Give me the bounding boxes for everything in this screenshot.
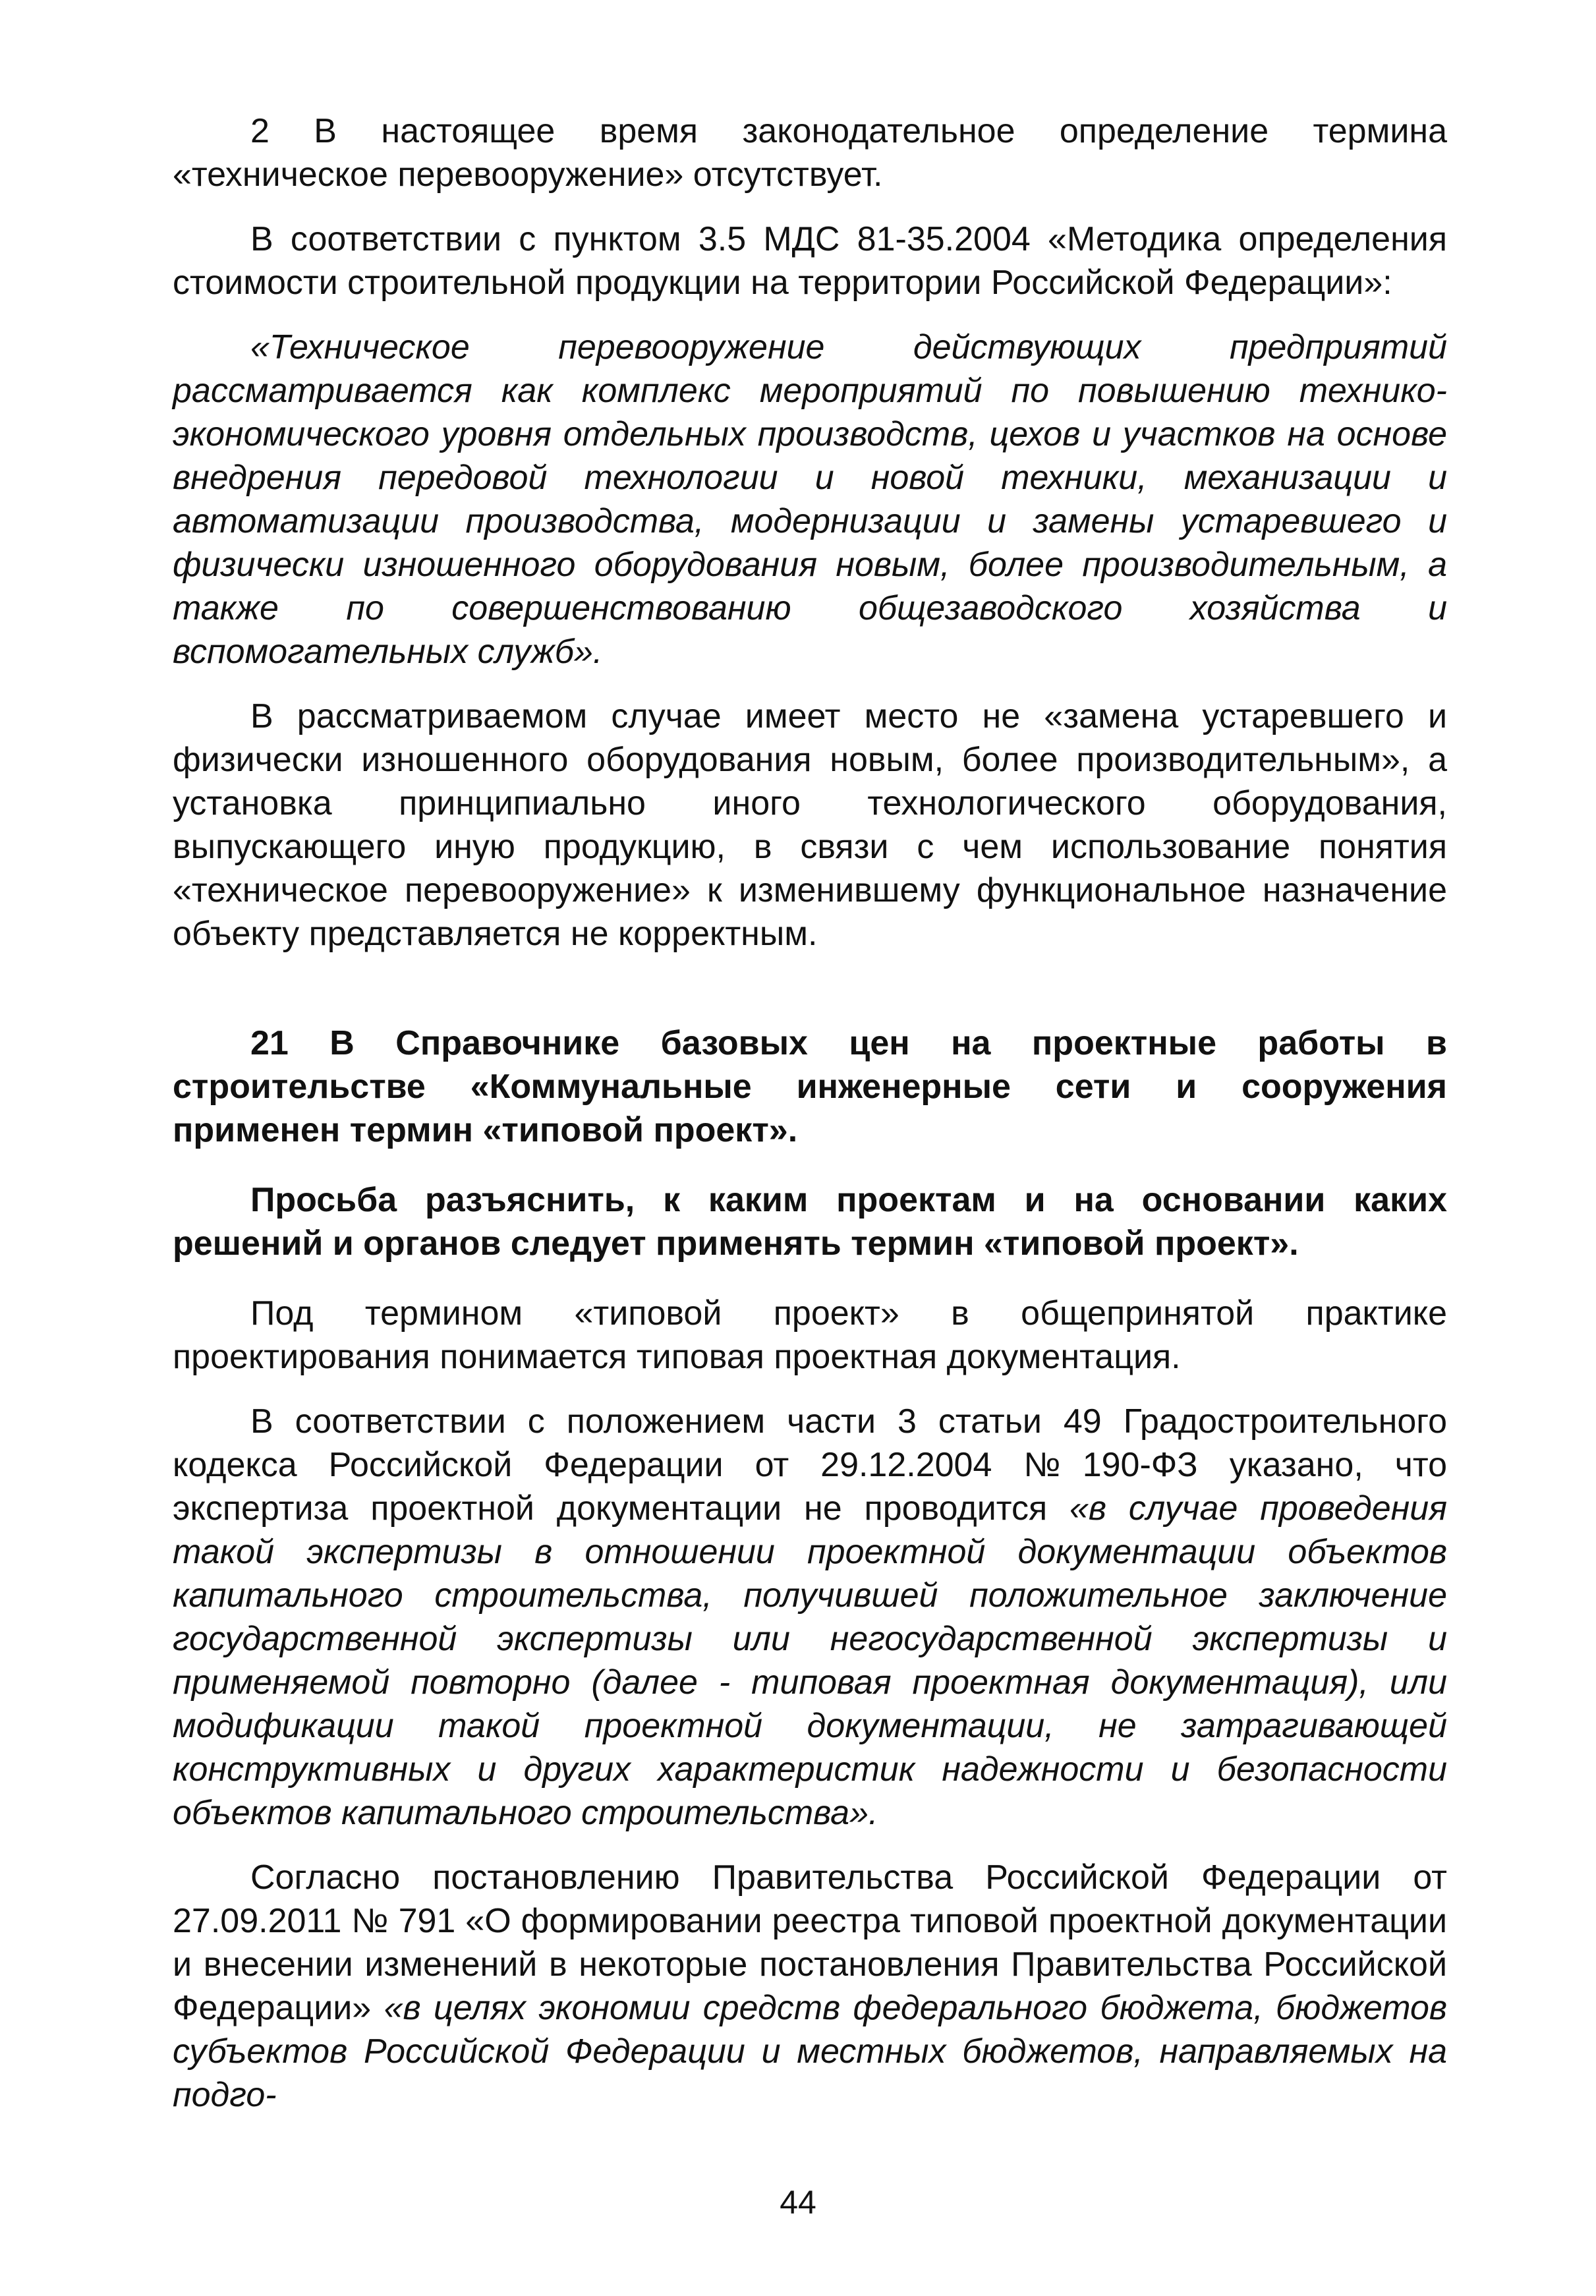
question-request: Просьба разъяснить, к каким проектам и на основании каких решений и органов следует применять термин «типовой проект».	[173, 1181, 1447, 1263]
paragraph-government-decree	[173, 1856, 1447, 2117]
paragraph-government-decree-text: Согласно постановлению Правительства Российской Федерации от 27.09.2011 № 791 «О формировании реестра типовой проектной документации и внесении изменений в некоторые постановления Правительства Российской Федерации»	[173, 1858, 1447, 2027]
question-heading: 21 В Справочнике базовых цен на проектные работы в строительстве «Коммунальные инженерные сети и сооружения применен термин «типовой проект».	[173, 1024, 1447, 1149]
document-body	[173, 109, 1447, 2117]
paragraph-town-planning-code-text: В соответствии с положением части 3 статьи 49 Градостроительного кодекса Российской Федерации от 29.12.2004 №190-ФЗ указано, что экспертиза проектной документации не проводится	[173, 1402, 1447, 1528]
town-planning-code-quote: «в случае проведения такой экспертизы в отношении проектной документации объектов капитального строительства, получившей положительное заключение государственной экспертизы или негосударственной экспертизы и применяемой повторно (далее - типовая проектная документация), или модификации такой проектной документации, не затрагивающей конструктивных и других характеристик надежности и безопасности объектов капитального строительства».	[173, 1489, 1447, 1832]
paragraph-case-analysis: В рассматриваемом случае имеет место не «замена устаревшего и физически изношенного оборудования новым, более производительным», а установка принципиально иного технологического оборудования, выпускающего иную продукцию, в связи с чем использование понятия «техническое перевооружение» к изменившему функциональное назначение объекту представляется не корректным.	[173, 697, 1447, 953]
paragraph-mds-quote: «Техническое перевооружение действующих предприятий рассматривается как комплекс мероприятий по повышению технико-экономического уровня отдельных производств, цехов и участков на основе внедрения передовой технологии и новой техники, механизации и автоматизации производства, модернизации и замены устаревшего и физически изношенного оборудования новым, более производительным, а также по совершенствованию общезаводского хозяйства и вспомогательных служб».	[173, 328, 1447, 671]
paragraph-technical-reequipment-definition: 2 В настоящее время законодательное определение термина «техническое перевооружение» отсутствует.	[173, 112, 1447, 194]
government-decree-quote: «в целях экономии средств федерального бюджета, бюджетов субъектов Российской Федерации и местных бюджетов, направляемых на подго-	[173, 1989, 1448, 2114]
paragraph-mds-reference: В соответствии с пунктом 3.5 МДС 81-35.2004 «Методика определения стоимости строительной продукции на территории Российской Федерации»:	[173, 220, 1447, 302]
paragraph-town-planning-code	[173, 1400, 1447, 1835]
page-number: 44	[780, 2184, 816, 2221]
paragraph-typical-project-meaning: Под термином «типовой проект» в общепринятой практике проектирования понимается типовая проектная документация.	[173, 1294, 1447, 1376]
